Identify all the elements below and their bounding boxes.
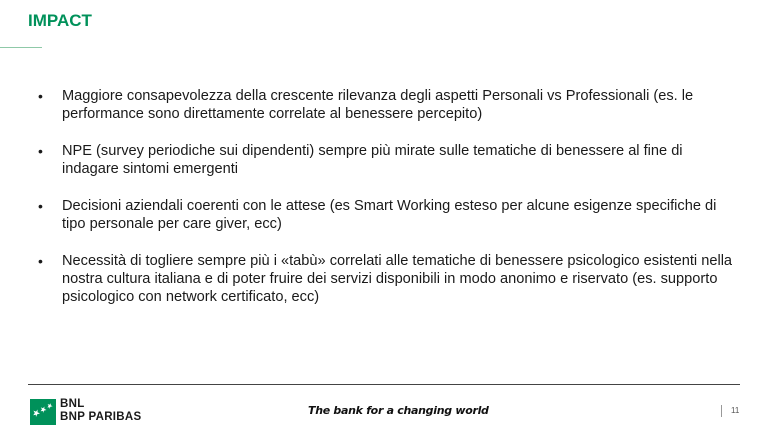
footer-divider (28, 384, 740, 385)
logo-line-bnp-paribas: BNP PARIBAS (60, 411, 142, 423)
slide-title: IMPACT (28, 11, 92, 30)
page-number-separator (721, 405, 722, 417)
bullet-item (38, 197, 738, 233)
bullet-glyph: • (38, 143, 43, 159)
bnp-stars-icon (30, 399, 56, 425)
bullet-glyph: • (38, 198, 43, 214)
bullet-text: Necessità di togliere sempre più i «tabù» correlati alle tematiche di benessere psicologico esistenti nella nostra cultura italiana e di poter fruire dei servizi disponibili in modo anonimo e riservato (es. supporto psicologico con network certificato, ecc) (62, 253, 733, 305)
brand-tagline: The bank for a changing world (308, 404, 489, 417)
bullet-text: Decisioni aziendali coerenti con le attese (es Smart Working esteso per alcune esigenze specifiche di tipo personale per care giver, ecc) (62, 198, 717, 232)
bullet-text: Maggiore consapevolezza della crescente rilevanza degli aspetti Personali vs Professionali (es. le performance sono direttamente correlate al benessere percepito) (62, 88, 694, 122)
bullet-text: NPE (survey periodiche sui dipendenti) sempre più mirate sulle tematiche di benessere al fine di indagare sintomi emergenti (62, 143, 683, 177)
title-underline (0, 47, 42, 48)
bullet-glyph: • (38, 88, 43, 104)
bullet-item (38, 142, 738, 178)
logo-line-bnl: BNL (60, 398, 85, 410)
bullet-item (38, 252, 738, 306)
bullet-item (38, 87, 738, 123)
bnl-bnp-paribas-logo (30, 397, 180, 427)
page-number: 11 (731, 406, 740, 415)
logo-wordmark (60, 398, 141, 424)
bullet-glyph: • (38, 253, 43, 269)
bullet-list (38, 87, 738, 325)
